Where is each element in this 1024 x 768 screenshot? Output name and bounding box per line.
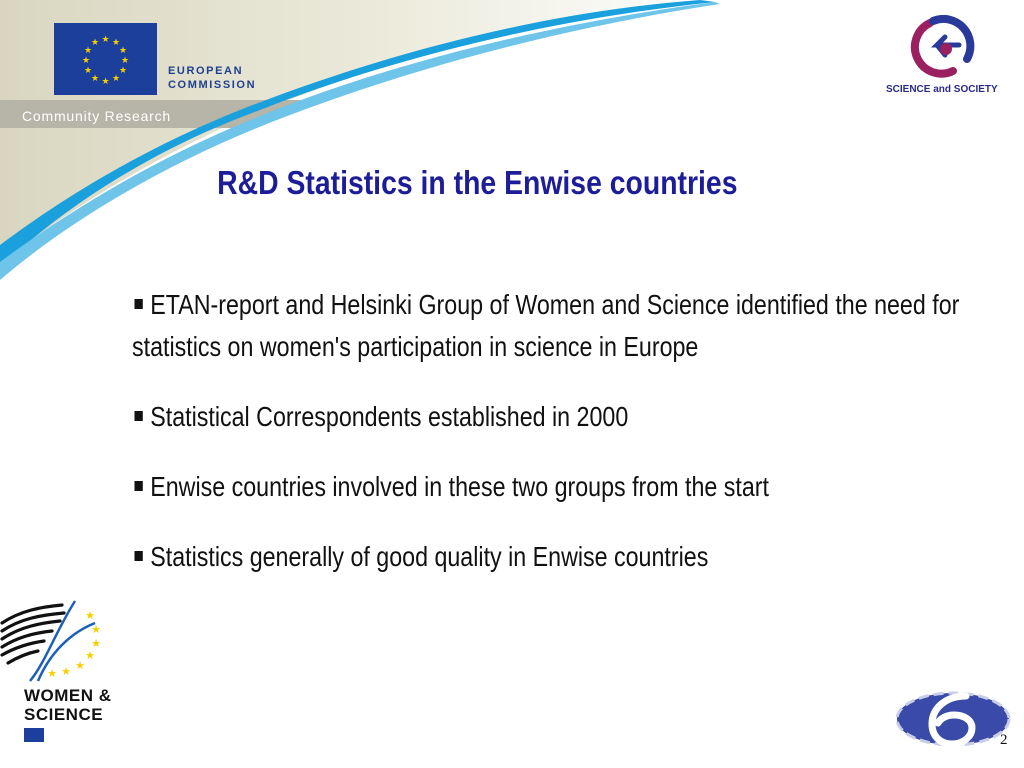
svg-text:★: ★ <box>85 649 95 662</box>
bullet-text: Enwise countries involved in these two groups from the start <box>150 471 770 502</box>
bullet-square-icon <box>134 411 142 421</box>
eu-flag-logo <box>54 23 157 95</box>
european-commission-wordmark <box>168 64 256 92</box>
svg-text:★: ★ <box>90 74 100 84</box>
bullet-text: ETAN-report and Helsinki Group of Women and Science identified the need for statistics on women's participation in science in Europe <box>132 289 960 362</box>
women-and-science-logo-icon <box>0 593 110 683</box>
ws-line-1: WOMEN & <box>24 686 112 705</box>
fp6-logo-icon <box>894 688 1012 750</box>
bullet-item <box>132 536 964 578</box>
svg-text:★: ★ <box>83 66 93 76</box>
slide-title: R&D Statistics in the Enwise countries <box>217 164 738 201</box>
svg-text:★: ★ <box>61 665 71 678</box>
women-and-science-wordmark <box>24 686 112 724</box>
bullet-item <box>132 466 964 508</box>
bullet-square-icon <box>134 551 142 561</box>
svg-text:★: ★ <box>111 38 121 48</box>
community-research-label: Community Research <box>22 108 171 124</box>
svg-text:★: ★ <box>47 667 57 680</box>
svg-text:★: ★ <box>90 38 100 48</box>
svg-text:★: ★ <box>91 637 101 650</box>
ec-line-2: COMMISSION <box>168 79 257 91</box>
science-and-society-label: SCIENCE and SOCIETY <box>886 84 998 95</box>
svg-text:★: ★ <box>101 77 110 87</box>
svg-text:★: ★ <box>75 659 85 672</box>
ws-line-2: SCIENCE <box>24 705 104 724</box>
page-number: 2 <box>1000 732 1008 748</box>
bullet-item <box>132 284 964 368</box>
ec-line-1: EUROPEAN <box>168 65 244 77</box>
small-eu-flag-icon <box>24 728 44 742</box>
bullet-square-icon <box>134 481 142 491</box>
svg-text:★: ★ <box>111 74 121 84</box>
bullet-item <box>132 396 964 438</box>
bullet-text: Statistical Correspondents established in 2000 <box>150 401 629 432</box>
bullet-text: Statistics generally of good quality in Enwise countries <box>150 541 709 572</box>
science-and-society-logo-icon <box>897 15 987 83</box>
svg-text:★: ★ <box>81 56 91 66</box>
svg-text:★: ★ <box>101 35 110 45</box>
svg-text:★: ★ <box>118 46 128 56</box>
svg-text:★: ★ <box>85 609 95 622</box>
svg-text:★: ★ <box>83 46 93 56</box>
bullet-list <box>132 284 964 606</box>
bullet-square-icon <box>134 299 142 309</box>
svg-text:★: ★ <box>118 66 128 76</box>
svg-text:★: ★ <box>91 623 101 636</box>
svg-text:★: ★ <box>120 56 130 66</box>
